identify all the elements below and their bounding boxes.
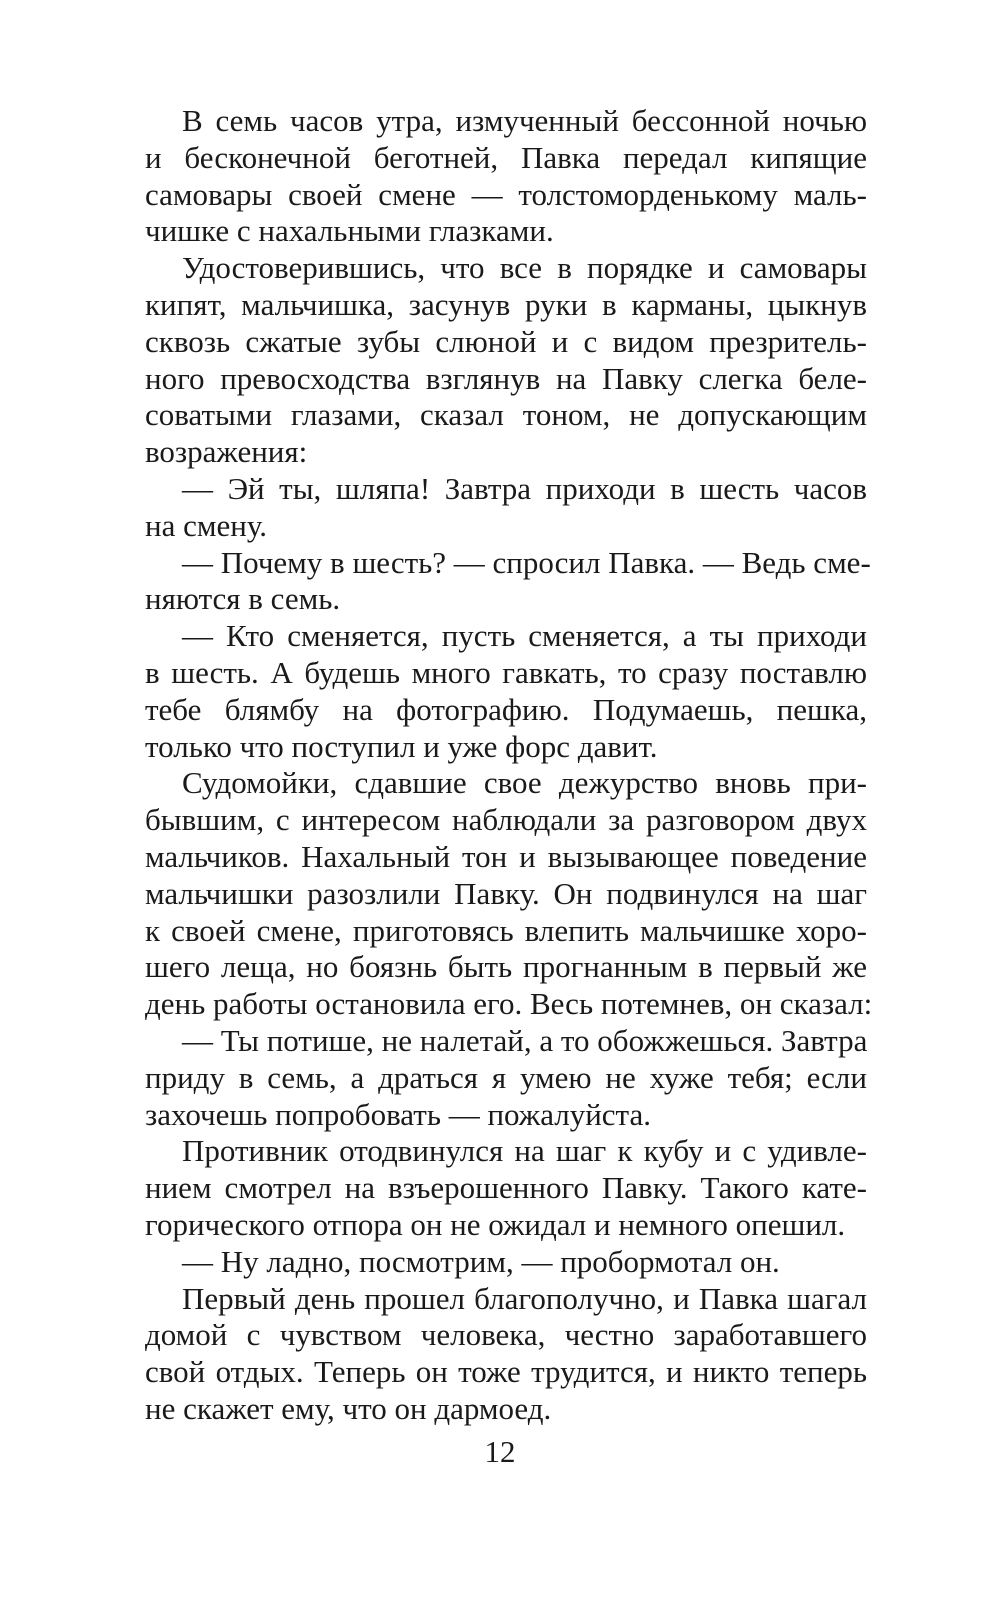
text-line: не скажет ему, что он дармоед. <box>145 1390 552 1426</box>
text-line: бывшим, с интересом наблюдали за разговором двух <box>145 802 867 838</box>
dialogue-line: — Кто сменяется, пусть сменяется, а ты приходи <box>182 618 867 654</box>
dialogue-line: — Эй ты, шляпа! Завтра приходи в шесть часов <box>182 470 867 506</box>
text-line: день работы остановила его. Весь потемнев, он сказал: <box>145 986 873 1022</box>
dialogue-line: — Ну ладно, посмотрим, — пробормотал он. <box>182 1243 780 1279</box>
text-line: шего леща, но боязнь быть прогнанным в первый же <box>145 949 867 985</box>
text-line: нием смотрел на взъерошенного Павку. Такого кате- <box>145 1170 867 1206</box>
dialogue-line: только что поступил и уже форс давит. <box>145 728 658 764</box>
text-line: возражения: <box>145 434 308 470</box>
text-line: самовары своей смене — толстоморденькому маль- <box>145 176 867 212</box>
text-line: чишке с нахальными глазками. <box>145 213 554 249</box>
text-line: сквозь сжатые зубы слюной и с видом презритель- <box>145 323 867 359</box>
body-text <box>145 103 873 1428</box>
text-line: соватыми глазами, сказал тоном, не допускающим <box>145 397 867 433</box>
dialogue-line: приду в семь, а драться я умею не хуже тебя; если <box>145 1059 867 1095</box>
text-line: Судомойки, сдавшие свое дежурство вновь при- <box>182 765 867 801</box>
text-line: кипят, мальчишка, засунув руки в карманы, цыкнув <box>145 286 867 322</box>
dialogue-line: — Ты потише, не налетай, а то обожжешься. Завтра <box>182 1022 868 1058</box>
text-line: горического отпора он не ожидал и немного опешил. <box>145 1206 846 1242</box>
dialogue-line: няются в семь. <box>145 581 341 617</box>
text-line: и бесконечной беготней, Павка передал кипящие <box>145 139 867 175</box>
text-line: домой с чувством человека, честно заработавшего <box>145 1317 867 1353</box>
text-line: мальчишки разозлили Павку. Он подвинулся на шаг <box>145 875 867 911</box>
text-line: Противник отодвинулся на шаг к кубу и с удивле- <box>182 1133 867 1169</box>
text-line: мальчиков. Нахальный тон и вызывающее поведение <box>145 838 867 874</box>
text-line: свой отдых. Теперь он тоже трудится, и никто теперь <box>145 1354 867 1390</box>
dialogue-line: на смену. <box>145 507 267 543</box>
dialogue-line: тебе блямбу на фотографию. Подумаешь, пешка, <box>145 691 867 727</box>
text-line: к своей смене, приготовясь влепить мальчишке хоро- <box>145 912 867 948</box>
dialogue-line: захочешь попробовать — пожалуйста. <box>145 1096 651 1132</box>
text-line: Первый день прошел благополучно, и Павка шагал <box>182 1280 867 1316</box>
page-number: 12 <box>484 1434 516 1469</box>
dialogue-line: — Почему в шесть? — спросил Павка. — Ведь сме- <box>182 544 871 580</box>
text-line: ного превосходства взглянув на Павку слегка беле- <box>145 360 867 396</box>
text-line: В семь часов утра, измученный бессонной ночью <box>182 103 867 138</box>
text-line: Удостоверившись, что все в порядке и самовары <box>182 250 867 286</box>
dialogue-line: в шесть. А будешь много гавкать, то сразу поставлю <box>145 654 867 690</box>
